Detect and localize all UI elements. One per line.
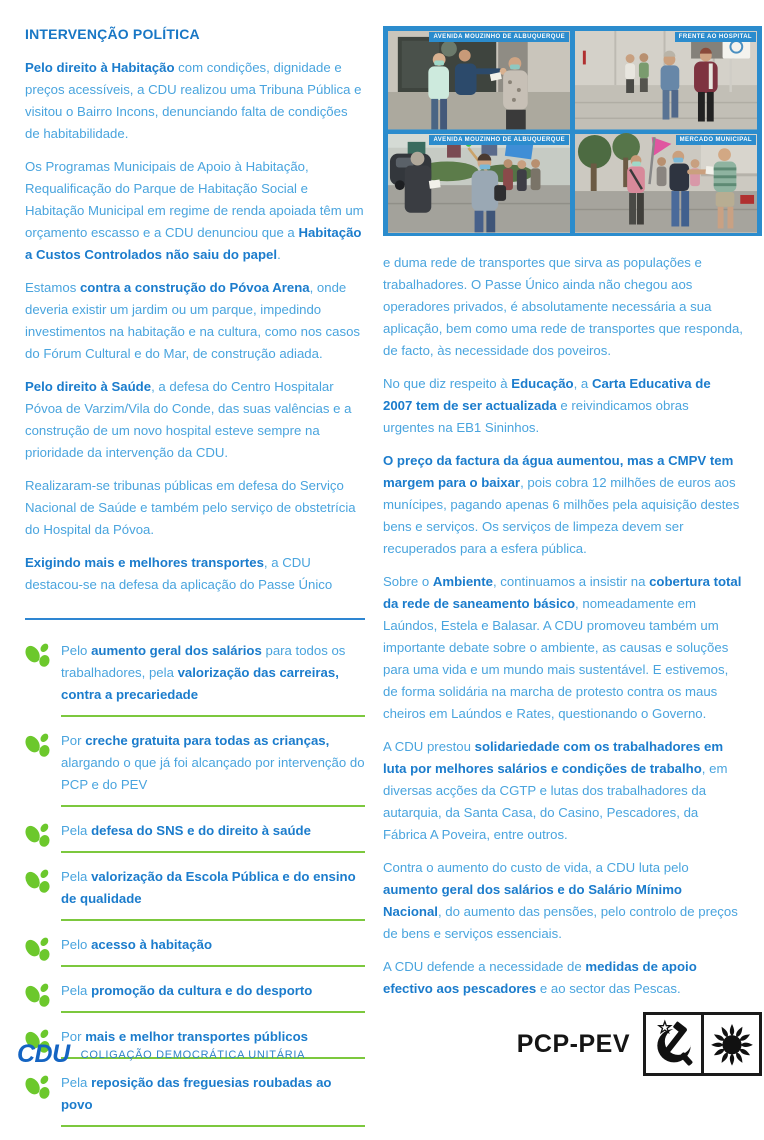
paragraph: Estamos contra a construção do Póvoa Arena, onde deveria existir um jardim ou um parque, impedindo investimentos na habitação e na cultura, como nos casos do Fórum Cultural e do Mar, de construção adiada.: [25, 280, 361, 361]
left-paragraphs: [25, 57, 365, 596]
list-item: [25, 980, 365, 1013]
paragraph: A CDU defende a necessidade de medidas de apoio efectivo aos pescadores e ao sector das Pescas.: [383, 959, 697, 996]
leaf-bullet-icon: [25, 640, 55, 717]
paragraph: Os Programas Municipais de Apoio à Habitação, Requalificação do Parque de Habitação Social e Habitação Municipal em regime de renda apoiada têm um orçamento escasso e a CDU denunciou que a Habitação a Custos Controlados não saiu do papel.: [25, 159, 364, 262]
pcp-logo-cell: [646, 1015, 701, 1073]
leaf-bullet-icon: [25, 866, 55, 921]
right-paragraphs: [383, 252, 763, 1000]
paragraph: Exigindo mais e melhores transportes, a CDU destacou-se na defesa da aplicação do Passe Único: [25, 555, 333, 592]
list-item: [25, 820, 365, 853]
list-item-text: Pela valorização da Escola Pública e do ensino de qualidade: [61, 866, 365, 921]
list-item: [25, 934, 365, 967]
list-item-text: Por mais e melhor transportes públicos: [61, 1026, 365, 1059]
leaf-bullet-icon: [25, 934, 55, 967]
photo-grid: [383, 26, 762, 236]
leaf-bullet-icon: [25, 730, 55, 807]
paragraph: No que diz respeito à Educação, a Carta Educativa de 2007 tem de ser actualizada e reivindicamos obras urgentes na EB1 Sininhos.: [383, 376, 711, 435]
list-item-text: Pela defesa do SNS e do direito à saúde: [61, 820, 365, 853]
left-column: [25, 26, 365, 1140]
photo-scene-street: [388, 134, 570, 232]
photo-avenida-2: [388, 134, 570, 232]
paragraph: A CDU prestou solidariedade com os trabalhadores em luta por melhores salários e condições de trabalho, em diversas acções da CGTP e lutas dos trabalhadores da autarquia, da Santa Casa, do Casino, Pescadores, da Fábrica A Poveira, entre outros.: [383, 739, 728, 842]
footer: [0, 1010, 764, 1080]
list-item-text: Pela promoção da cultura e do desporto: [61, 980, 365, 1013]
photo-scene-market: [575, 134, 757, 232]
paragraph: Pelo direito à Habitação com condições, dignidade e preços acessíveis, a CDU realizou uma Tribuna Pública e visitou o Bairro Incons, denunciando falta de condições de habitabilidade.: [25, 60, 362, 141]
footer-cdu-block: [17, 1040, 305, 1069]
photo-caption: MERCADO MUNICIPAL: [676, 135, 756, 145]
photo-frente-hospital: [575, 31, 757, 129]
list-item: [25, 1072, 365, 1127]
cdu-logo: CDU: [17, 1040, 70, 1068]
paragraph: e duma rede de transportes que sirva as populações e trabalhadores. O Passe Único ainda não chegou aos operadores privados, é absolutamente necessária a sua aplicação, bem como uma rede de transportes que responda, de facto, às necessidade dos poveiros.: [383, 255, 743, 358]
list-item-text: Pelo aumento geral dos salários para todos os trabalhadores, pela valorização das carreiras, contra a precariedade: [61, 640, 365, 717]
hammer-and-sickle-icon: [649, 1018, 699, 1070]
paragraph: Contra o aumento do custo de vida, a CDU luta pelo aumento geral dos salários e do Salário Mínimo Nacional, do aumento das pensões, pelo controlo de preços de bens e serviços essenciais.: [383, 860, 738, 941]
paragraph: Realizaram-se tribunas públicas em defesa do Serviço Nacional de Saúde e também pelo serviço de obstetrícia do Hospital da Póvoa.: [25, 478, 356, 537]
leaf-bullet-icon: [25, 980, 55, 1013]
pcp-pev-label: PCP-PEV: [516, 1029, 630, 1058]
section-divider: [25, 618, 365, 620]
coalition-name: COLIGAÇÃO DEMOCRÁTICA UNITÁRIA: [80, 1048, 306, 1061]
list-item: [25, 730, 365, 807]
photo-caption: FRENTE AO HOSPITAL: [675, 32, 756, 42]
right-column: [383, 26, 763, 1011]
leaf-bullet-icon: [25, 1072, 55, 1127]
page-title: INTERVENÇÃO POLÍTICA: [25, 26, 200, 42]
photo-avenida-1: [388, 31, 570, 129]
footer-pcp-pev-block: [517, 1012, 762, 1076]
paragraph: O preço da factura da água aumentou, mas a CMPV tem margem para o baixar, pois cobra 12 milhões de euros aos munícipes, pagando apenas 6 milhões pela aquisição destes bens e serviços. Os serviços de limpeza devem ser recuperados para a esfera pública.: [383, 453, 740, 556]
party-logo-box: [643, 1012, 762, 1076]
list-item-text: Pelo acesso à habitação: [61, 934, 365, 967]
photo-caption: AVENIDA MOUZINHO DE ALBUQUERQUE: [429, 135, 569, 145]
photo-mercado: [575, 134, 757, 232]
photo-scene-storefront: [388, 31, 570, 129]
photo-scene-plaza: [575, 31, 757, 129]
paragraph: Sobre o Ambiente, continuamos a insistir na cobertura total da rede de saneamento básico, nomeadamente em Laúndos, Estela e Balasar. A CDU promoveu também um importante debate sobre o ambiente, as causas e soluções para uma vida e um mundo mais sustentável. E estivemos, de forma solidária na marcha de protesto contra os maus cheiros em Laúndos e Rates, questionando o Governo.: [383, 574, 742, 721]
paragraph: Pelo direito à Saúde, a defesa do Centro Hospitalar Póvoa de Varzim/Vila do Conde, das suas valências e a construção de um novo hospital esteve sempre na prioridade da intervenção da CDU.: [25, 379, 352, 460]
sunflower-icon: [707, 1018, 757, 1070]
list-item: [25, 640, 365, 717]
pev-logo-cell: [701, 1015, 759, 1073]
list-item: [25, 866, 365, 921]
list-item-text: Pela reposição das freguesias roubadas ao povo: [61, 1072, 365, 1127]
photo-caption: AVENIDA MOUZINHO DE ALBUQUERQUE: [429, 32, 569, 42]
leaf-bullet-icon: [25, 820, 55, 853]
list-item-text: Por creche gratuita para todas as crianças, alargando o que já foi alcançado por intervenção do PCP e do PEV: [61, 730, 365, 807]
